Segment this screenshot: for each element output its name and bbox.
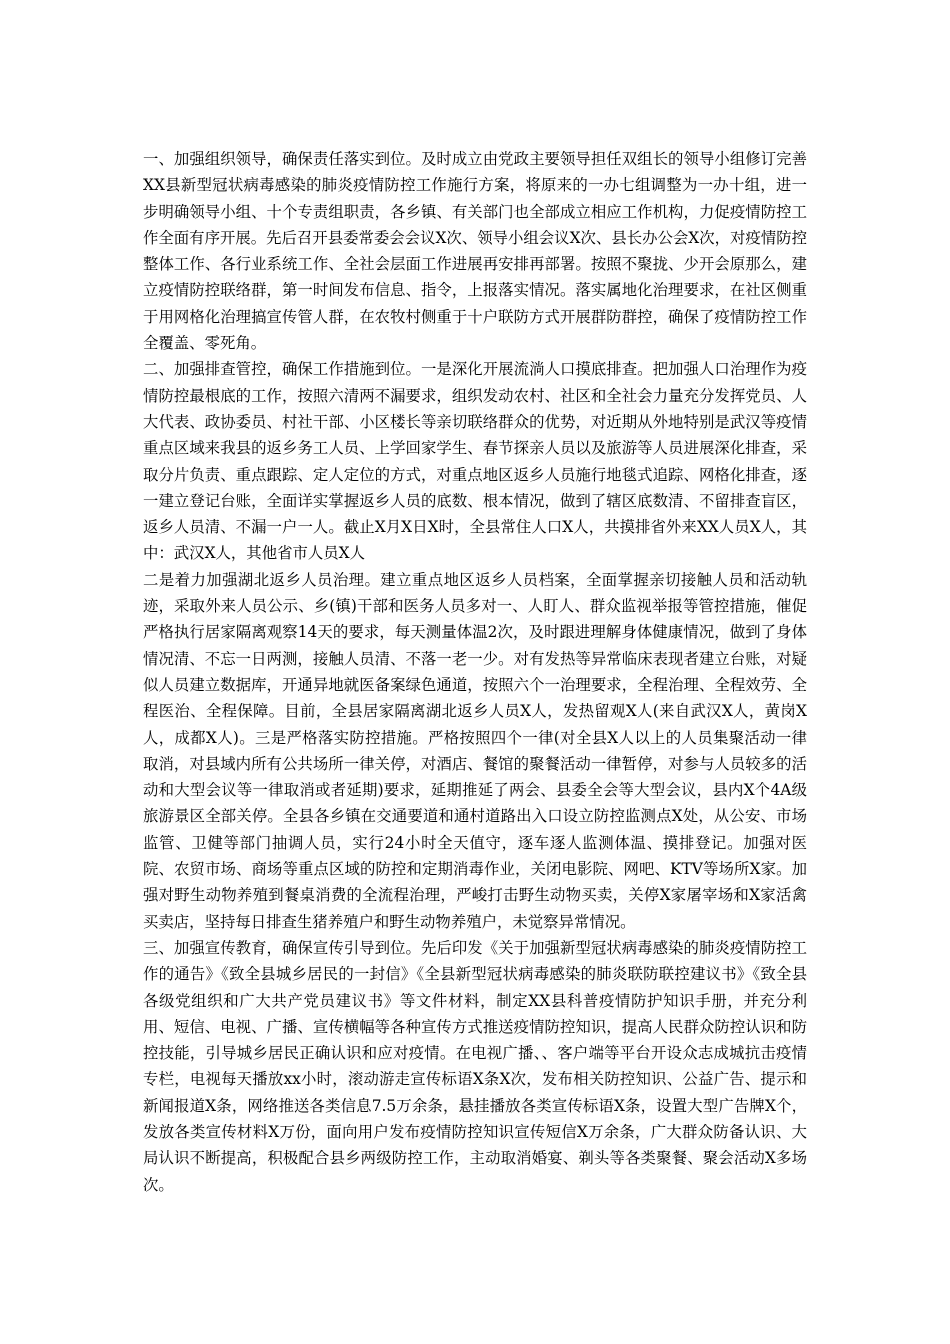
- paragraph-hubei-returnees: 二是着力加强湖北返乡人员治理。建立重点地区返乡人员档案，全面掌握亲切接触人员和活动轨迹，采取外来人员公示、乡(镇)干部和医务人员多对一、人盯人、群众监视举报等管控措施，催促严格执行居家隔离观察14天的要求，每天测量体温2次，及时跟进理解身体健康情况，做到了身体情况清、不忘一日两测，接触人员清、不落一老一少。对有发热等异常临床表现者建立台账，对疑似人员建立数据库，开通异地就医备案绿色通道，按照六个一治理要求，全程治理、全程效劳、全程医治、全程保障。目前，全县居家隔离湖北返乡人员X人，发热留观X人(来自武汉X人，黄岗X人，成都X人)。三是严格落实防控措施。严格按照四个一律(对全县X人以上的人员集聚活动一律取消，对县域内所有公共场所一律关停，对酒店、餐馆的聚餐活动一律暂停，对参与人员较多的活动和大型会议等一律取消或者延期)要求，延期推延了两会、县委全会等大型会议，县内X个4A级旅游景区全部关停。全县各乡镇在交通要道和通村道路出入口设立防控监测点X处，从公安、市场监管、卫健等部门抽调人员，实行24小时全天值守，逐车逐人监测体温、摸排登记。加强对医院、农贸市场、商场等重点区域的防控和定期消毒作业，关闭电影院、网吧、KTV等场所X家。加强对野生动物养殖到餐桌消费的全流程治理，严峻打击野生动物买卖，关停X家屠宰场和X家活禽买卖店，坚持每日排查生猪养殖户和野生动物养殖户，未觉察异常情况。: [143, 570, 807, 931]
- paragraph-publicity: 三、加强宣传教育，确保宣传引导到位。先后印发《关于加强新型冠状病毒感染的肺炎疫情防控工作的通告》《致全县城乡居民的一封信》《全县新型冠状病毒感染的肺炎联防联控建议书》《致全县各级党组织和广大共产党员建议书》等文件材料，制定XX县科普疫情防护知识手册，并充分利用、短信、电视、广播、宣传横幅等各种宣传方式推送疫情防控知识，提高人民群众防控认识和防控技能，引导城乡居民正确认识和应对疫情。在电视广播、、客户端等平台开设众志成城抗击疫情专栏，电视每天播放xx小时，滚动游走宣传标语X条X次，发布相关防控知识、公益广告、提示和新闻报道X条，网络推送各类信息7.5万余条，悬挂播放各类宣传标语X条，设置大型广告牌X个，发放各类宣传材料X万份，面向用户发布疫情防控知识宣传短信X万余条，广大群众防备认识、大局认识不断提高，积极配合县乡两级防控工作，主动取消婚宴、剃头等各类聚餐、聚会活动X多场次。: [143, 938, 807, 1194]
- paragraph-organization: 一、加强组织领导，确保责任落实到位。及时成立由党政主要领导担任双组长的领导小组修订完善XX县新型冠状病毒感染的肺炎疫情防控工作施行方案，将原来的一办七组调整为一办十组，进一步明确领导小组、十个专责组职责，各乡镇、有关部门也全部成立相应工作机构，力促疫情防控工作全面有序开展。先后召开县委常委会会议X次、领导小组会议X次、县长办公会X次，对疫情防控整体工作、各行业系统工作、全社会层面工作进展再安排再部署。按照不聚拢、少开会原那么，建立疫情防控联络群，第一时间发布信息、指令，上报落实情况。落实属地化治理要求，在社区侧重于用网格化治理搞宣传管人群，在农牧村侧重于十户联防方式开展群防群控，确保了疫情防控工作全覆盖、零死角。: [143, 150, 807, 353]
- paragraph-screening: 二、加强排查管控，确保工作措施到位。一是深化开展流淌人口摸底排查。把加强人口治理作为疫情防控最根底的工作，按照六清两不漏要求，组织发动农村、社区和全社会力量充分发挥党员、人大代表、政协委员、村社干部、小区楼长等亲切联络群众的优势，对近期从外地特别是武汉等疫情重点区域来我县的返乡务工人员、上学回家学生、春节探亲人员以及旅游等人员进展深化排查，采取分片负责、重点跟踪、定人定位的方式，对重点地区返乡人员施行地毯式追踪、网格化排查，逐一建立登记台账，全面详实掌握返乡人员的底数、根本情况，做到了辖区底数清、不留排查盲区，返乡人员清、不漏一户一人。截止X月X日X时，全县常住人口X人，共摸排省外来XX人员X人，其中：武汉X人，其他省市人员X人: [143, 360, 807, 563]
- document-body: [143, 146, 807, 1198]
